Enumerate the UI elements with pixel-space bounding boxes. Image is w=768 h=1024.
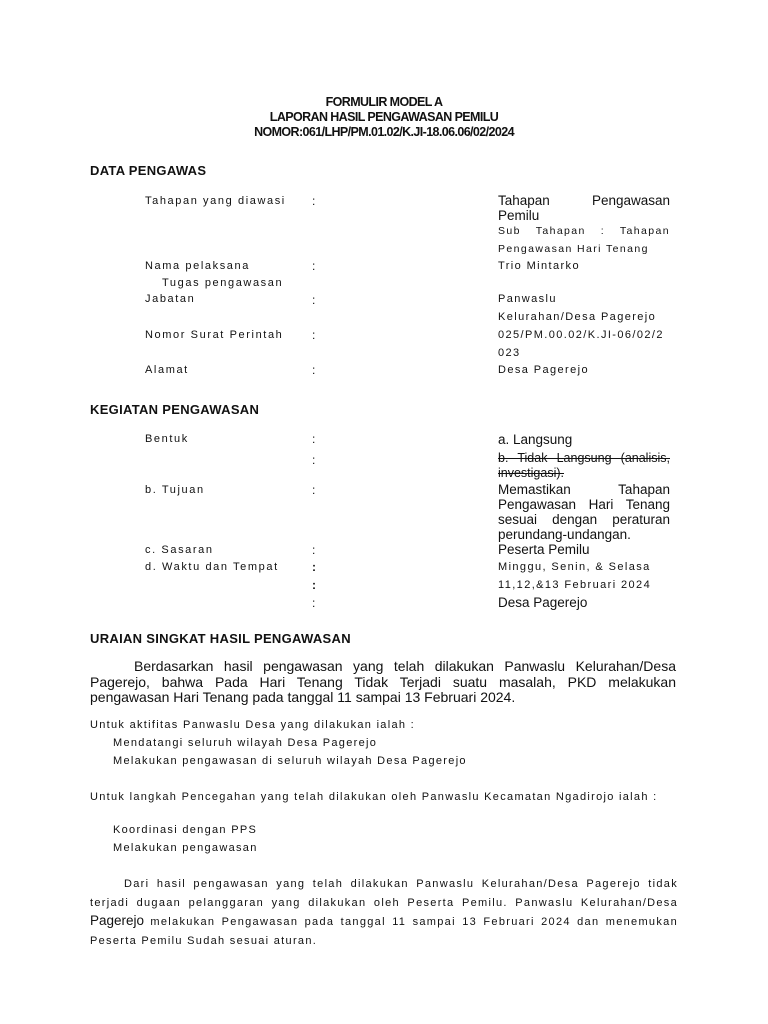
label-sasaran: c. Sasaran [145, 544, 214, 556]
closing-text: Dari hasil pengawasan yang telah dilakukan Panwaslu Kelurahan/Desa Pagerejo tidak terjadi dugaan pelanggaran yang dilakukan oleh Peserta Pemilu. Panwaslu Kelurahan/Desa [90, 878, 678, 909]
aktifitas-item: Mendatangi seluruh wilayah Desa Pagerejo [113, 737, 378, 749]
colon: : [312, 194, 316, 208]
section-heading-uraian: URAIAN SINGKAT HASIL PENGAWASAN [90, 631, 351, 646]
value-waktu-hari: Minggu, Senin, & Selasa [498, 561, 651, 573]
label-nomor-surat: Nomor Surat Perintah [145, 329, 284, 341]
colon: : [312, 259, 316, 273]
value-nomor-surat: 025/PM.00.02/K.JI-06/02/2023 [498, 329, 664, 359]
value-tempat [498, 595, 670, 610]
colon: : [312, 453, 316, 467]
colon: : [312, 363, 316, 377]
aktifitas-item: Melakukan pengawasan di seluruh wilayah Desa Pagerejo [113, 755, 467, 767]
colon: : [312, 432, 316, 446]
colon: : [312, 560, 316, 574]
aktifitas-intro: Untuk aktifitas Panwaslu Desa yang dilakukan ialah : [90, 719, 416, 731]
pencegahan-item: Koordinasi dengan PPS [113, 824, 258, 836]
label-tujuan: b. Tujuan [145, 484, 205, 496]
closing-paragraph [90, 875, 678, 950]
value-nama-pelaksana: Trio Mintarko [498, 260, 580, 272]
colon: : [312, 543, 316, 557]
pencegahan-item: Melakukan pengawasan [113, 842, 258, 854]
closing-text: melakukan Pengawasan pada tanggal 11 sampai 13 Februari 2024 dan menemukan Peserta Pemilu Sudah sesuai aturan. [90, 916, 678, 947]
form-title: FORMULIR MODEL A [325, 95, 443, 109]
value-tujuan: Memastikan Tahapan Pengawasan Hari Tenang sesuai dengan peraturan perundang-undangan. [498, 482, 670, 542]
value-bentuk-tidak-langsung: b. Tidak Langsung (analisis, investigasi). [498, 451, 670, 480]
colon: : [312, 293, 316, 307]
value-sub-tahapan: Sub Tahapan : Tahapan Pengawasan Hari Tenang [498, 225, 670, 255]
label-tugas-pengawasan: Tugas pengawasan [162, 277, 284, 289]
section-heading-data-pengawas: DATA PENGAWAS [90, 163, 207, 178]
label-alamat: Alamat [145, 364, 189, 376]
tempat-nama: Pagerejo [533, 595, 588, 610]
section-heading-kegiatan: KEGIATAN PENGAWASAN [90, 402, 260, 417]
colon: : [312, 328, 316, 342]
value-jabatan: Panwaslu Kelurahan/Desa Pagerejo [498, 293, 657, 323]
closing-pagerejo: Pagerejo [90, 913, 145, 928]
pencegahan-intro: Untuk langkah Pencegahan yang telah dilakukan oleh Panwaslu Kecamatan Ngadirojo ialah : [90, 791, 658, 803]
label-jabatan: Jabatan [145, 293, 196, 305]
report-title: LAPORAN HASIL PENGAWASAN PEMILU [269, 110, 499, 124]
value-sasaran: Peserta Pemilu [498, 542, 590, 557]
label-nama-pelaksana: Nama pelaksana [145, 260, 250, 272]
value-tahapan: Tahapan Pengawasan Pemilu [498, 193, 670, 223]
report-number: NOMOR:061/LHP/PM.01.02/K.JI-18.06.06/02/2024 [254, 125, 514, 139]
colon: : [312, 483, 316, 497]
colon: : [312, 578, 316, 592]
label-waktu-tempat: d. Waktu dan Tempat [145, 561, 279, 573]
value-alamat: Desa Pagerejo [498, 364, 589, 376]
value-bentuk-langsung: a. Langsung [498, 432, 573, 447]
label-tahapan: Tahapan yang diawasi [145, 195, 286, 207]
value-waktu-tanggal: 11,12,&13 Februari 2024 [498, 579, 652, 591]
tempat-desa: Desa [498, 595, 530, 610]
colon: : [312, 596, 316, 610]
label-bentuk: Bentuk [145, 433, 189, 445]
uraian-paragraph: Berdasarkan hasil pengawasan yang telah dilakukan Panwaslu Kelurahan/Desa Pagerejo, bahwa Pada Hari Tenang Tidak Terjadi suatu masalah, PKD melakukan pengawasan Hari Tenang pada tanggal 11 sampai 13 Februari 2024. [90, 658, 676, 705]
